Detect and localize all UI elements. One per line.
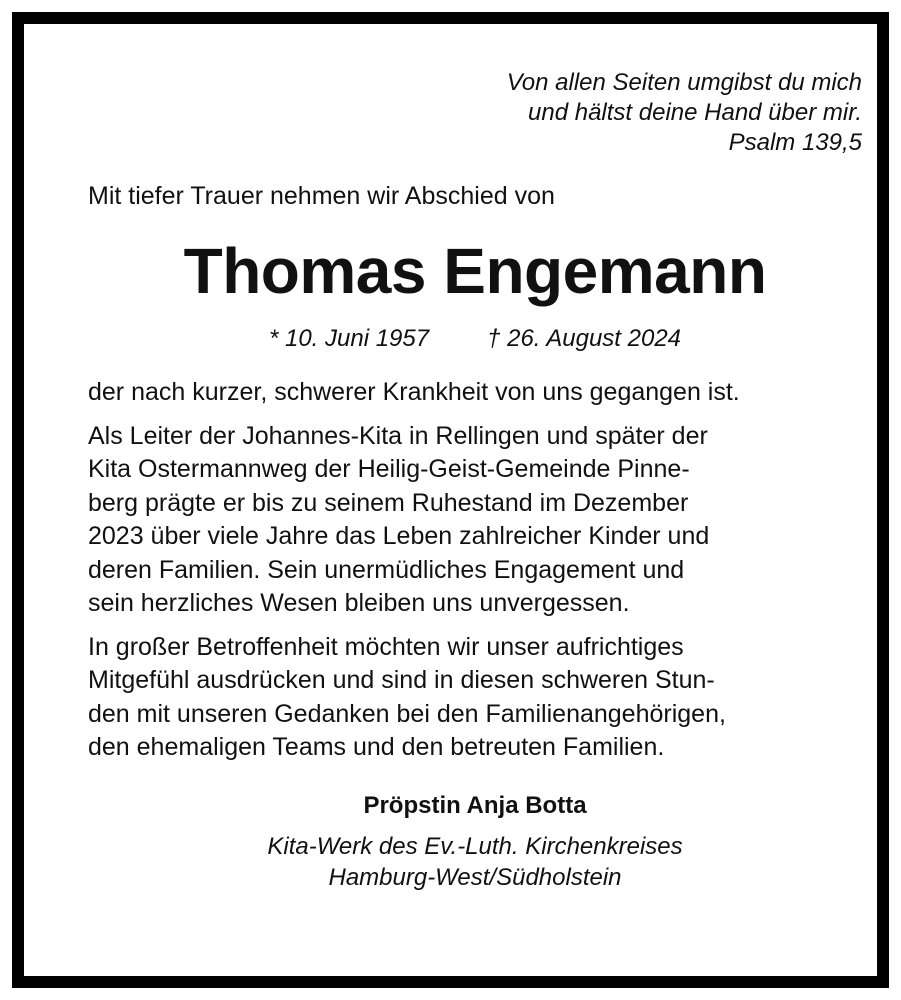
obituary-frame <box>12 12 889 988</box>
paragraph-line: berg prägte er bis zu seinem Ruhestand im Dezember <box>88 488 689 517</box>
life-dates <box>88 324 862 354</box>
paragraph-line: Mitgefühl ausdrücken und sind in diesen schweren Stun- <box>88 666 715 694</box>
organization-name <box>88 831 862 893</box>
paragraph-career <box>88 420 862 621</box>
psalm-line-1: Von allen Seiten umgibst du mich <box>506 69 862 96</box>
paragraph-line: In großer Betroffenheit möchten wir unser aufrichtiges <box>88 632 684 661</box>
paragraph-line: sein herzliches Wesen bleiben uns unvergessen. <box>88 589 630 617</box>
psalm-reference: Psalm 139,5 <box>728 129 862 156</box>
death-date: † 26. August 2024 <box>487 325 682 352</box>
intro-text: Mit tiefer Trauer nehmen wir Abschied von <box>88 182 555 210</box>
deceased-name: Thomas Engemann <box>183 235 767 307</box>
signer-name: Pröpstin Anja Botta <box>363 791 587 819</box>
organization-line-1: Kita-Werk des Ev.-Luth. Kirchenkreises <box>267 832 683 860</box>
paragraph-line: deren Familien. Sein unermüdliches Engagement und <box>88 555 685 584</box>
psalm-line-2: und hältst deine Hand über mir. <box>528 99 862 126</box>
paragraph-line: der nach kurzer, schwerer Krankheit von uns gegangen ist. <box>88 378 740 406</box>
paragraph-line: den ehemaligen Teams und den betreuten Familien. <box>88 733 665 761</box>
paragraph-line: Kita Ostermannweg der Heilig-Geist-Gemeinde Pinne- <box>88 455 690 483</box>
organization-line-2: Hamburg-West/Südholstein <box>328 863 622 891</box>
psalm-quote <box>88 68 862 158</box>
paragraph-condolence <box>88 631 862 765</box>
birth-date: * 10. Juni 1957 <box>268 325 430 352</box>
obituary-content <box>88 68 862 893</box>
paragraph-line: den mit unseren Gedanken bei den Familienangehörigen, <box>88 699 726 728</box>
paragraph-line: Als Leiter der Johannes-Kita in Rellingen und später der <box>88 421 708 450</box>
paragraph-illness <box>88 376 862 410</box>
paragraph-line: 2023 über viele Jahre das Leben zahlreicher Kinder und <box>88 522 710 550</box>
